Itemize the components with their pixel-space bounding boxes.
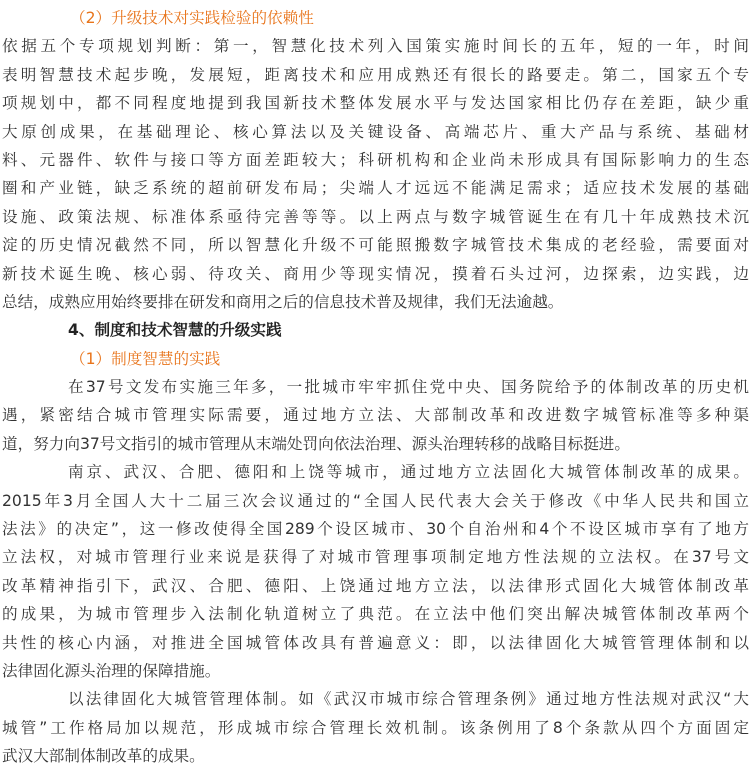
paragraph-1-line: 圈和产业链，缺乏系统的超前研发布局；尖端人才远远不能满足需求；适应技术发展的基础 <box>2 179 749 198</box>
paragraph-3-line: 2015年3月全国人大十二届三次会议通过的“全国人民代表大会关于修改《中华人民共和国立 <box>2 491 749 510</box>
paragraph-1-line: 料、元器件、软件与接口等方面差距较大；科研机构和企业尚未形成具有国际影响力的生态 <box>2 150 749 169</box>
paragraph-3-line: 立法权，对城市管理行业来说是获得了对城市管理事项制定地方性法规的立法权。在37号文 <box>2 548 749 567</box>
paragraph-3-line: 的成果，为城市管理步入法制化轨道树立了典范。在立法中他们突出解决城管体制改革两个 <box>2 605 749 624</box>
paragraph-1-line: 淀的历史情况截然不同，所以智慧化升级不可能照搬数字城管技术集成的老经验，需要面对 <box>2 236 749 255</box>
paragraph-4-line: 以法律固化大城管管理体制。如《武汉市城市综合管理条例》通过地方性法规对武汉“大 <box>68 690 749 709</box>
paragraph-1-line: 依据五个专项规划判断：第一，智慧化技术列入国策实施时间长的五年，短的一年，时间 <box>2 37 749 56</box>
paragraph-3-line: 南京、武汉、合肥、德阳和上饶等城市，通过地方立法固化大城管体制改革的成果。 <box>68 463 749 482</box>
paragraph-3-line: 共性的核心内涵，对推进全国城管体改具有普遍意义：即，以法律固化大城管管理体制和以 <box>2 633 749 652</box>
paragraph-3-line: 改革精神指引下，武汉、合肥、德阳、上饶通过地方立法，以法律形式固化大城管体制改革 <box>2 576 749 595</box>
section-heading-upgrade-practice: 4、制度和技术智慧的升级实践 <box>68 321 282 340</box>
paragraph-1-line: 表明智慧技术起步晚，发展短，距离技术和应用成熟还有很长的路要走。第二，国家五个专 <box>2 65 749 84</box>
subheading-tech-dependency: （2）升级技术对实践检验的依赖性 <box>70 9 314 27</box>
paragraph-3-line: 法法》的决定”，这一修改使得全国289个设区城市、30个自治州和4个不设区城市享有了地方 <box>2 520 749 539</box>
paragraph-4-line: 城管”工作格局加以规范，形成城市综合管理长效机制。该条例用了8个条款从四个方面固定 <box>2 718 749 737</box>
paragraph-1-line: 总结，成熟应用始终要排在研发和商用之后的信息技术普及规律，我们无法逾越。 <box>2 292 564 311</box>
paragraph-1-line: 设施、政策法规、标准体系亟待完善等等。以上两点与数字城管诞生在有几十年成熟技术沉 <box>2 207 749 226</box>
paragraph-2-line: 遇，紧密结合城市管理实际需要，通过地方立法、大部制改革和改进数字城管标准等多种渠 <box>2 406 749 425</box>
paragraph-3-line: 法律固化源头治理的保障措施。 <box>2 661 221 680</box>
subheading-institutional-wisdom: （1）制度智慧的实践 <box>70 349 221 368</box>
paragraph-2-line: 在37号文发布实施三年多，一批城市牢牢抓住党中央、国务院给予的体制改革的历史机 <box>68 378 749 397</box>
paragraph-1-line: 新技术诞生晚、核心弱、待攻关、商用少等现实情况，摸着石头过河，边探索，边实践，边 <box>2 264 749 283</box>
paragraph-4-line: 武汉大部制体制改革的成果。 <box>2 747 205 766</box>
paragraph-1-line: 大原创成果，在基础理论、核心算法以及关键设备、高端芯片、重大产品与系统、基础材 <box>2 122 749 141</box>
paragraph-2-line: 道，努力向37号文指引的城市管理从末端处罚向依法治理、源头治理转移的战略目标挺进。 <box>2 434 630 453</box>
paragraph-1-line: 项规划中，都不同程度地提到我国新技术整体发展水平与发达国家相比仍存在差距，缺少重 <box>2 94 749 113</box>
